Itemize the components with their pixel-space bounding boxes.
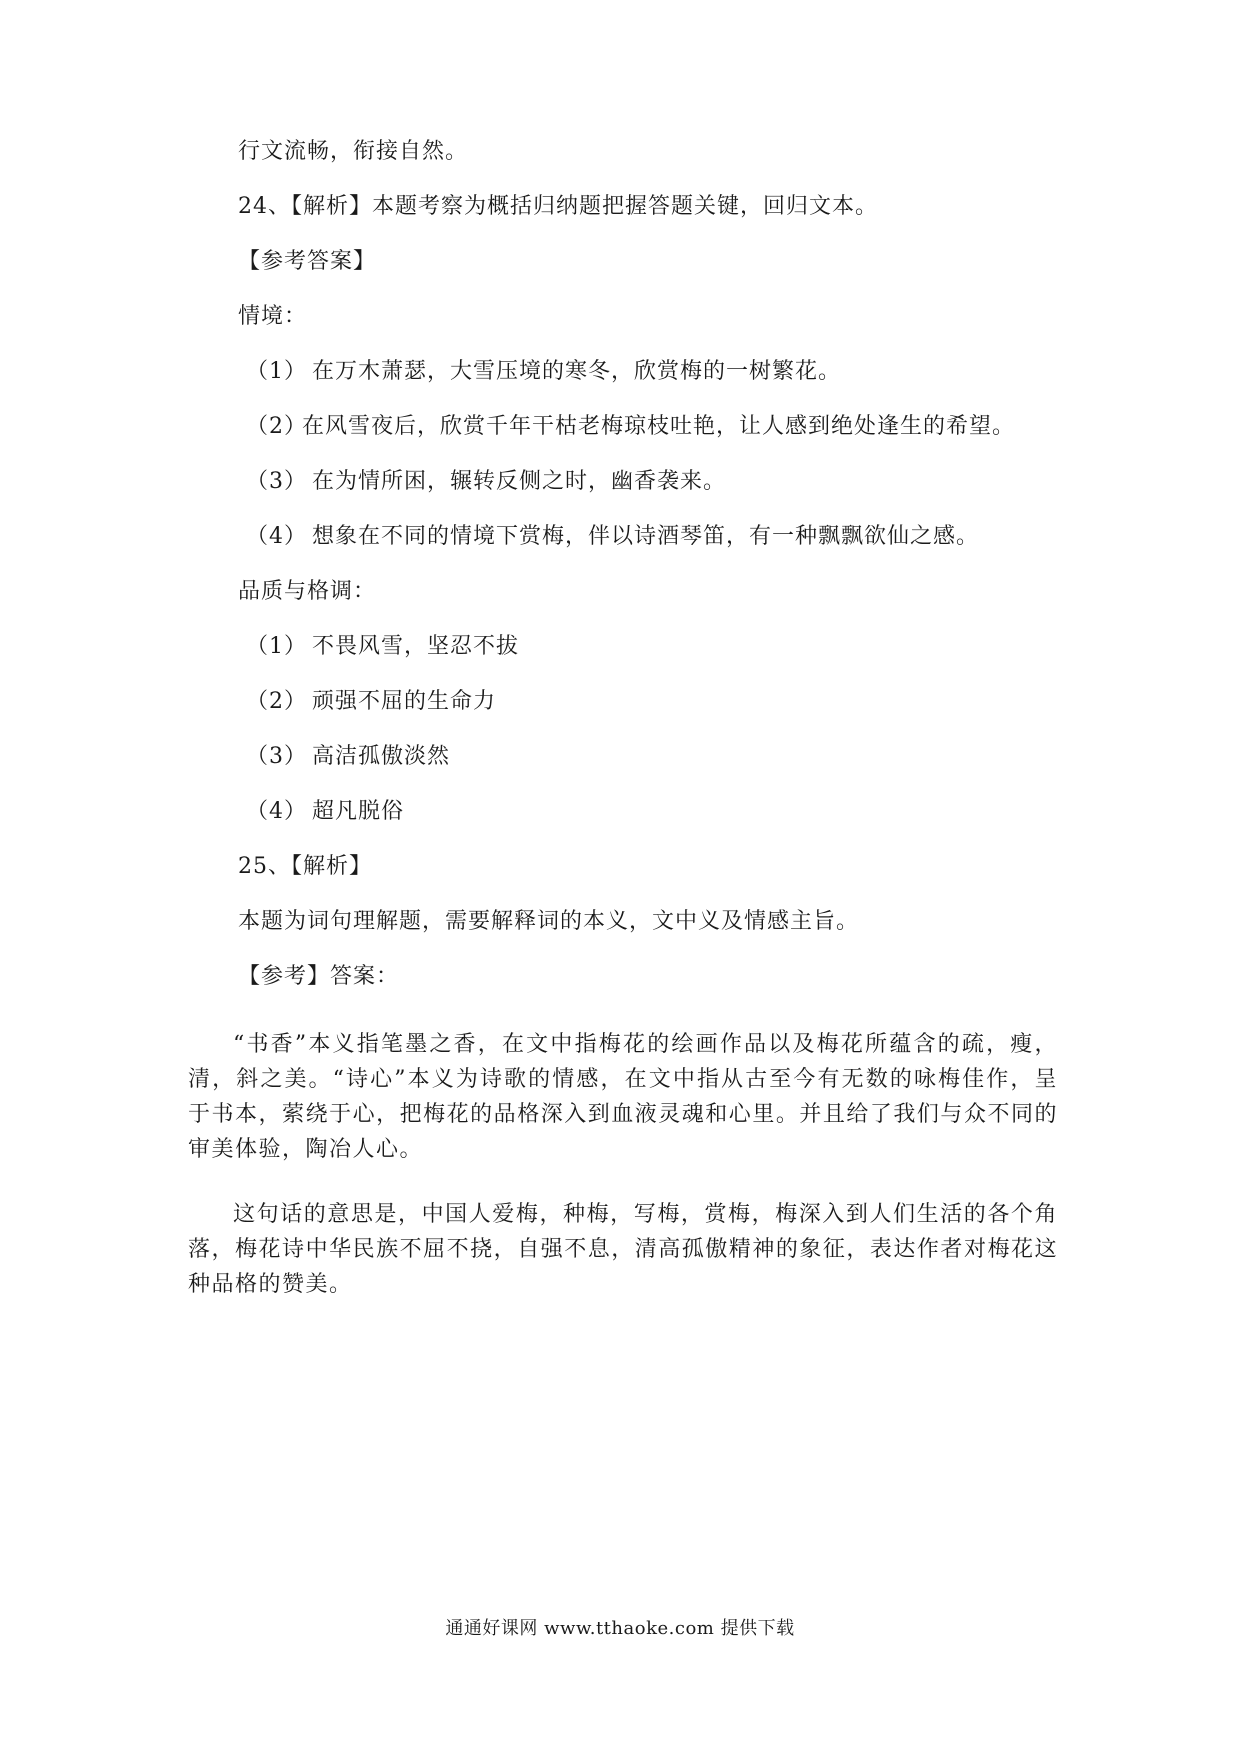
list-item-text: 想象在不同的情境下赏梅，伴以诗酒琴笛，有一种飘飘欲仙之感。 (312, 524, 980, 549)
list-item-text: 不畏风雪，坚忍不拔 (312, 634, 520, 659)
list-item-number: （3） (246, 469, 307, 494)
list-item (246, 522, 979, 552)
list-item (246, 687, 496, 717)
list-item (246, 467, 726, 497)
quality-heading: 品质与格调： (238, 579, 377, 604)
list-item-number: （2） (246, 689, 307, 714)
list-item-text: 在为情所困，辗转反侧之时，幽香袭来。 (312, 469, 727, 494)
list-item-number: （1） (246, 359, 307, 384)
text-line: 行文流畅，衔接自然。 (238, 139, 469, 164)
list-item-text: 在万木萧瑟，大雪压境的寒冬，欣赏梅的一树繁花。 (312, 359, 842, 384)
list-item-text: 超凡脱俗 (312, 799, 405, 824)
answer-paragraph: 这句话的意思是，中国人爱梅，种梅，写梅，赏梅，梅深入到人们生活的各个角落，梅花诗中华民族不屈不挠，自强不息，清高孤傲精神的象征，表达作者对梅花这种品格的赞美。 (188, 1202, 1058, 1297)
list-item (246, 357, 841, 387)
question-24-heading: 24、【解析】本题考察为概括归纳题把握答题关键，回归文本。 (238, 194, 878, 219)
reference-answer-label: 【参考】答案： (238, 964, 400, 989)
list-item-number: （4） (246, 799, 307, 824)
reference-answer-label: 【参考答案】 (238, 249, 377, 274)
list-item-number: （2） (246, 414, 307, 439)
situation-heading: 情境： (238, 304, 308, 329)
footer-source: 通通好课网 www.tthaoke.com 提供下载 (445, 1618, 795, 1639)
question-25-heading: 25、【解析】 (238, 854, 372, 879)
list-item-number: （3） (246, 744, 307, 769)
list-item-text: 顽强不屈的生命力 (312, 689, 497, 714)
list-item (246, 742, 450, 772)
list-item (246, 412, 1015, 442)
list-item-number: （1） (246, 634, 307, 659)
list-item (246, 632, 519, 662)
question-25-description: 本题为词句理解题，需要解释词的本义，文中义及情感主旨。 (238, 909, 860, 934)
answer-paragraph: “书香”本义指笔墨之香，在文中指梅花的绘画作品以及梅花所蕴含的疏，瘦，清，斜之美。“诗心”本义为诗歌的情感，在文中指从古至今有无数的咏梅佳作，呈于书本，萦绕于心，把梅花的品格深入到血液灵魂和心里。并且给了我们与众不同的审美体验，陶冶人心。 (188, 1032, 1058, 1162)
list-item-text: 在风雪夜后，欣赏千年干枯老梅琼枝吐艳，让人感到绝处逢生的希望。 (302, 414, 1016, 439)
list-item-text: 高洁孤傲淡然 (312, 744, 451, 769)
list-item (246, 797, 404, 827)
list-item-number: （4） (246, 524, 307, 549)
